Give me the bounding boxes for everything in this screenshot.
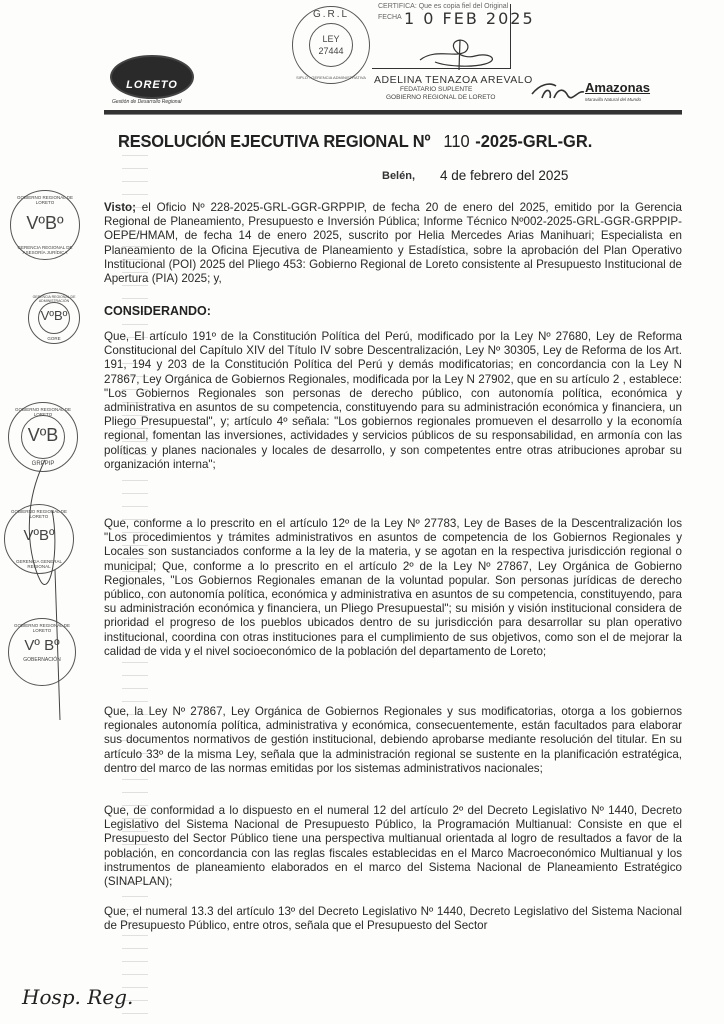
considerando-paragraph-2: Que, conforme a lo prescrito en el artículo 12º de la Ley Nº 27783, Ley de Bases de la Descentralización los "Los procedimientos y trámites administrativos en asuntos de competencia de los Gobiernos Regionales y Locales son sustanciados conforme a la ley de la materia, y se agotan en la respectiva jurisdicción regional o municipal; Que, conforme a lo prescrito en el artículo 2º de la Ley Nº 27867, Ley Orgánica de Gobierno Regionales, "Los Gobiernos Regionales emanan de la voluntad popular. Son personas jurídicas de derecho público, con autonomía política, económica y administrativa en asuntos de su competencia, constituyendo, para su administración económica y financiera, un Pliego Presupuestal"; su misión y visión institucional considera de prioridad el progreso de los pueblos ubicados dentro de su jurisdicción para desarrollar su plan operativo institucional, coordina con otras instituciones para el cumplimiento de sus objetivos, como son el de mejorar la calidad de vida y el nivel socioeconómico de la población del departamento de Loreto;	[104, 517, 682, 658]
visto-text: el Oficio Nº 228-2025-GRL-GGR-GRPPIP, de fecha 20 de enero del 2025, emitido por la Gerencia Regional de Planeamiento, Presupuesto e Inversión Pública; Informe Técnico Nº002-2025-GRL-GGR-GRPPIP-OEPE/HMAM, de fecha 14 de enero 2025, suscrito por Helia Mercedes Arias Manihuari; Especialista en Planeamiento de la Oficina Ejecutiva de Planeamiento y Estadística, sobre la aprobación del Plan Operativo Institucional (POI) 2025 del Pliego 453: Gobierno Regional de Loreto consistente al Presupuesto Institucional de Apertura (PIA) 2025; y,	[104, 201, 682, 286]
stamp-ring-bottom: GERENCIA GENERAL REGIONAL	[15, 559, 62, 569]
resolution-title	[118, 131, 592, 152]
place: Belén,	[382, 170, 416, 182]
stamp-ring-top: GERENCIA REGIONAL DE ADMINISTRACIÓN	[32, 295, 76, 303]
stamp-ring-bottom: GRPPIP	[31, 461, 55, 467]
stamp-ring-top: GOBIERNO REGIONAL DE LORETO	[14, 407, 72, 417]
grl-seal-number: 27444	[318, 46, 344, 56]
visto-paragraph	[104, 201, 682, 286]
loreto-logo	[110, 55, 194, 99]
fedatario-fecha-label: FECHA	[378, 14, 402, 21]
stamp-signature-strokes	[0, 420, 100, 720]
grl-seal-ring: SIPLO - GERENCIA ADMINISTRATIVA	[296, 75, 366, 80]
fedatario-certifica: CERTIFICA: Que es copia fiel del Original	[378, 3, 509, 10]
loreto-logo-text: LORETO	[126, 79, 178, 91]
fedatario-fecha-value: 1 0 FEB 2025	[404, 9, 535, 28]
fedatario-org: GOBIERNO REGIONAL DE LORETO	[386, 94, 496, 101]
amazonas-logo-text: Amazonas	[585, 80, 651, 95]
fedatario-signature	[415, 30, 505, 70]
stamp-ring-bottom: GERENCIA REGIONAL DE ASESORÍA JURÍDICA	[17, 245, 73, 255]
fedatario-name: ADELINA TENAZOA AREVALO	[374, 74, 533, 86]
stamp-ring-bottom: GORE	[47, 336, 61, 341]
considerando-paragraph-5: Que, el numeral 13.3 del artículo 13º del Decreto Legislativo Nº 1440, Decreto Legislativo del Sistema Nacional de Presupuesto Público, entre otros, señala que el Presupuesto del Sector	[104, 905, 682, 933]
grl-seal-ley: LEY	[322, 34, 340, 44]
stamp-center: VºBº	[23, 527, 55, 544]
considerando-paragraph-4: Que, de conformidad a lo dispuesto en el numeral 12 del artículo 2º del Decreto Legislativo Nº 1440, Decreto Legislativo del Sistema Nacional de Presupuesto Público, la Programación Multianual: Consiste en que el Presupuesto del Sector Público tiene una perspectiva multianual orientada al logro de resultados a favor de la población, en concordancia con las reglas fiscales establecidas en el Marco Macroeconómico Multianual y los instrumentos de planeamiento elaborados en el marco del Sistema Nacional de Planeamiento Estratégico (SINAPLAN);	[104, 804, 682, 889]
date: 4 de febrero del 2025	[440, 168, 569, 183]
handwritten-note: Hosp. Reg.	[22, 985, 134, 1009]
stamp-center: VºB	[27, 425, 59, 445]
fedatario-role: FEDATARIO SUPLENTE	[400, 86, 473, 93]
stamp-center: Vº Bº	[24, 637, 60, 654]
resolution-number: 110	[443, 131, 470, 151]
grl-seal	[292, 6, 370, 84]
vobo-stamp-asesoria-juridica	[10, 190, 80, 260]
stamp-ring-top: GOBIERNO REGIONAL DE LORETO	[13, 623, 71, 633]
grl-seal-center	[309, 23, 353, 67]
stamp-center: VºBº	[40, 308, 68, 323]
considerando-paragraph-3: Que, la Ley Nº 27867, Ley Orgánica de Gobiernos Regionales y sus modificatorias, otorga a los gobiernos regionales autonomía política, administrativa y económica, consecuentemente, están facultados para elaborar sus documentos normativos de gestión institucional, debiendo aprobarse mediante resolución del titular. En su artículo 33º de la misma Ley, señala que la administración regional se sustente en la planificación estratégica, dentro del marco de las normas emitidas por los sistemas administrativos nacionales;	[104, 705, 682, 775]
loreto-slogan: Gestión de Desarrollo Regional	[112, 99, 182, 105]
stamp-ring-top: GOBIERNO REGIONAL DE LORETO	[16, 195, 74, 205]
amazonas-logo-subtitle: Maravilla Natural del Mundo	[585, 97, 642, 102]
resolution-suffix: -2025-GRL-GR.	[475, 131, 593, 151]
stamp-center: VºBº	[26, 213, 64, 233]
considerando-heading: CONSIDERANDO:	[104, 304, 211, 318]
resolution-title-main: RESOLUCIÓN EJECUTIVA REGIONAL Nº	[118, 131, 431, 151]
vobo-stamp-administracion	[28, 292, 80, 344]
stamp-ring-top: GOBIERNO REGIONAL DE LORETO	[10, 509, 68, 519]
grl-seal-top: G.R.L	[312, 9, 350, 20]
header-divider	[104, 110, 682, 115]
stamp-ring-bottom: GOBERNACIÓN	[23, 657, 61, 663]
considerando-paragraph-1: Que, El artículo 191º de la Constitución Política del Perú, modificado por la Ley Nº 27680, Ley de Reforma Constitucional del Capítulo XIV del Título IV sobre Descentralización, Ley Nº 30305, Ley de Reforma de los Art. 191, 194 y 203 de la Constitución Política del Perú y demás modificatorias; en concordancia con la Ley N 27867, Ley Orgánica de Gobiernos Regionales, modificada por la Ley N 27902, que en su artículo 2 , establece: "Los Gobiernos Regionales son personas de derecho público, con autonomía política, económica y administrativa en asuntos de su competencia, constituyendo para su administración económica y financiera, un Pliego Presupuestal", y; artículo 4º señala: "Los gobiernos regionales promueven el desarrollo y la economía regional, fomentan las inversiones, actividades y servicios públicos de su responsabilidad, en armonía con las políticas y planes nacionales y locales de desarrollo, y son competentes entre otras atribuciones aprobar su organización interna";	[104, 330, 682, 471]
visto-lead: Visto;	[104, 201, 136, 214]
